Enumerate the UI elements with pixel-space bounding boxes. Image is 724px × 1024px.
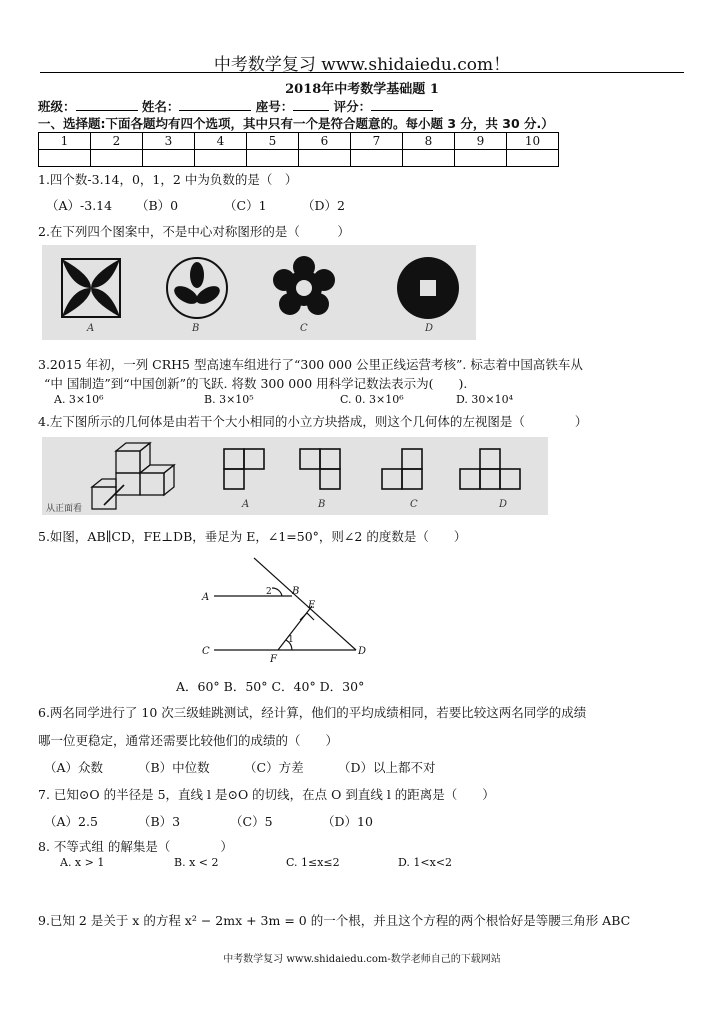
q6-option-d: （D）以上都不对 <box>338 760 436 775</box>
angle-1-label: 1 <box>288 635 294 645</box>
answer-col-header: 5 <box>247 133 299 150</box>
view-a-icon <box>224 449 264 489</box>
q5-options: A．60° B．50° C．40° D．30° <box>176 679 365 694</box>
q4-label-c: C <box>410 499 418 510</box>
q1-option-b: （B）0 <box>136 198 179 213</box>
cube-solid-icon <box>92 443 174 509</box>
answer-cell[interactable] <box>39 150 91 167</box>
q2-figure <box>42 245 476 340</box>
q4-label-d: D <box>499 499 508 510</box>
page-title: 2018年中考数学基础题 1 <box>285 82 439 97</box>
question-9: 9.已知 2 是关于 x 的方程 x² − 2mx + 3m = 0 的一个根，并且这个方程的两个根恰好是等腰三角形 ABC <box>38 913 631 928</box>
question-3-line2: “中 国制造”到“中国创新”的飞跃. 将数 300 000 用科学记数法表示为( ). <box>44 376 468 391</box>
q7-option-b: （B）3 <box>138 814 181 829</box>
seat-blank <box>293 99 329 111</box>
point-b-label: B <box>292 586 300 597</box>
question-3-line1: 3.2015 年初，一列 CRH5 型高速车组进行了“300 000 公里正线运营考核”. 标志着中国高铁车从 <box>38 357 583 372</box>
question-6-line1: 6.两名同学进行了 10 次三级蛙跳测试，经计算，他们的平均成绩相同，若要比较这两名同学的成绩 <box>38 705 587 720</box>
answer-col-header: 6 <box>299 133 351 150</box>
answer-table <box>38 132 559 167</box>
answer-table-header-row <box>39 133 559 150</box>
q3-option-b: B. 3×10⁵ <box>204 393 254 406</box>
view-b-icon <box>300 449 340 489</box>
name-label: 姓名： <box>141 99 180 114</box>
score-blank <box>371 99 433 111</box>
point-c-label: C <box>202 646 210 657</box>
point-d-label: D <box>358 646 367 657</box>
name-blank <box>179 99 251 111</box>
q6-option-a: （A）众数 <box>44 760 104 775</box>
q7-option-a: （A）2.5 <box>44 814 98 829</box>
q3-option-a: A. 3×10⁶ <box>54 393 104 406</box>
question-8: 8. 不等式组 的解集是（ ） <box>38 839 233 854</box>
answer-cell[interactable] <box>351 150 403 167</box>
question-6-line2: 哪一位更稳定，通常还需要比较他们的成绩的（ ） <box>38 733 339 748</box>
q8-option-a: A. x > 1 <box>60 856 105 869</box>
q7-option-c: （C）5 <box>230 814 273 829</box>
section1-heading: 一、选择题:下面各题均有四个选项，其中只有一个是符合题意的。每小题 3 分，共 30 分.） <box>38 116 554 131</box>
point-f-label: F <box>270 654 277 665</box>
q4-figure <box>42 437 548 515</box>
question-5: 5.如图，AB∥CD，FE⊥DB，垂足为 E，∠1=50°，则∠2 的度数是（ ） <box>38 529 467 544</box>
q4-front-label: 从正面看 <box>46 504 83 514</box>
q7-option-d: （D）10 <box>322 814 373 829</box>
q2-patterns-svg <box>42 245 476 340</box>
page-footer: 中考数学复习 www.shidaiedu.com-数学老师自己的下载网站 <box>223 954 501 965</box>
view-d-icon <box>460 449 520 489</box>
question-2: 2.在下列四个图案中，不是中心对称图形的是（ ） <box>38 224 350 239</box>
q6-option-b: （B）中位数 <box>138 760 210 775</box>
seat-label: 座号： <box>255 99 294 114</box>
class-label: 班级： <box>38 99 76 114</box>
answer-cell[interactable] <box>143 150 195 167</box>
student-info <box>38 97 433 115</box>
pattern-d-icon <box>397 257 459 319</box>
q3-option-c: C. 0. 3×10⁶ <box>340 393 404 406</box>
answer-col-header: 3 <box>143 133 195 150</box>
q8-option-c: C. 1≤x≤2 <box>286 856 340 869</box>
q4-label-a: A <box>242 499 250 510</box>
q5-figure <box>196 550 376 668</box>
answer-cell[interactable] <box>299 150 351 167</box>
question-7: 7. 已知⊙O 的半径是 5，直线 l 是⊙O 的切线，在点 O 到直线 l 的距离是（ ） <box>38 787 495 802</box>
answer-col-header: 7 <box>351 133 403 150</box>
q1-option-c: （C）1 <box>224 198 267 213</box>
answer-cell[interactable] <box>247 150 299 167</box>
site-header: 中考数学复习 www.shidaiedu.com！ <box>213 55 511 75</box>
q2-label-a: A <box>87 323 95 334</box>
answer-col-header: 8 <box>403 133 455 150</box>
answer-cell[interactable] <box>455 150 507 167</box>
answer-cell[interactable] <box>507 150 559 167</box>
angle-2-label: 2 <box>266 587 272 597</box>
q4-views-svg <box>42 437 548 515</box>
pattern-a-icon <box>62 259 120 317</box>
question-1: 1.四个数-3.14，0，1，2 中为负数的是（ ） <box>38 172 298 187</box>
view-c-icon <box>382 449 422 489</box>
pattern-b-icon <box>167 258 227 318</box>
q8-option-b: B. x < 2 <box>174 856 219 869</box>
q1-option-a: （A）-3.14 <box>46 198 113 213</box>
point-e-label: E <box>308 600 316 611</box>
class-blank <box>76 99 138 111</box>
q2-label-c: C <box>300 323 308 334</box>
q3-option-d: D. 30×10⁴ <box>456 393 514 406</box>
answer-col-header: 4 <box>195 133 247 150</box>
answer-cell[interactable] <box>91 150 143 167</box>
header-divider <box>40 72 684 73</box>
answer-cell[interactable] <box>195 150 247 167</box>
q2-label-b: B <box>192 323 200 334</box>
answer-col-header: 1 <box>39 133 91 150</box>
q4-label-b: B <box>318 499 326 510</box>
q1-option-d: （D）2 <box>302 198 345 213</box>
answer-table-blank-row <box>39 150 559 167</box>
q8-option-d: D. 1<x<2 <box>398 856 453 869</box>
question-4: 4.左下图所示的几何体是由若干个大小相同的小立方块搭成，则这个几何体的左视图是（ ） <box>38 414 588 429</box>
pattern-c-icon <box>273 256 335 315</box>
score-label: 评分： <box>333 99 372 114</box>
point-a-label: A <box>202 592 210 603</box>
answer-col-header: 2 <box>91 133 143 150</box>
answer-cell[interactable] <box>403 150 455 167</box>
q2-label-d: D <box>425 323 434 334</box>
answer-col-header: 10 <box>507 133 559 150</box>
answer-col-header: 9 <box>455 133 507 150</box>
q6-option-c: （C）方差 <box>244 760 304 775</box>
